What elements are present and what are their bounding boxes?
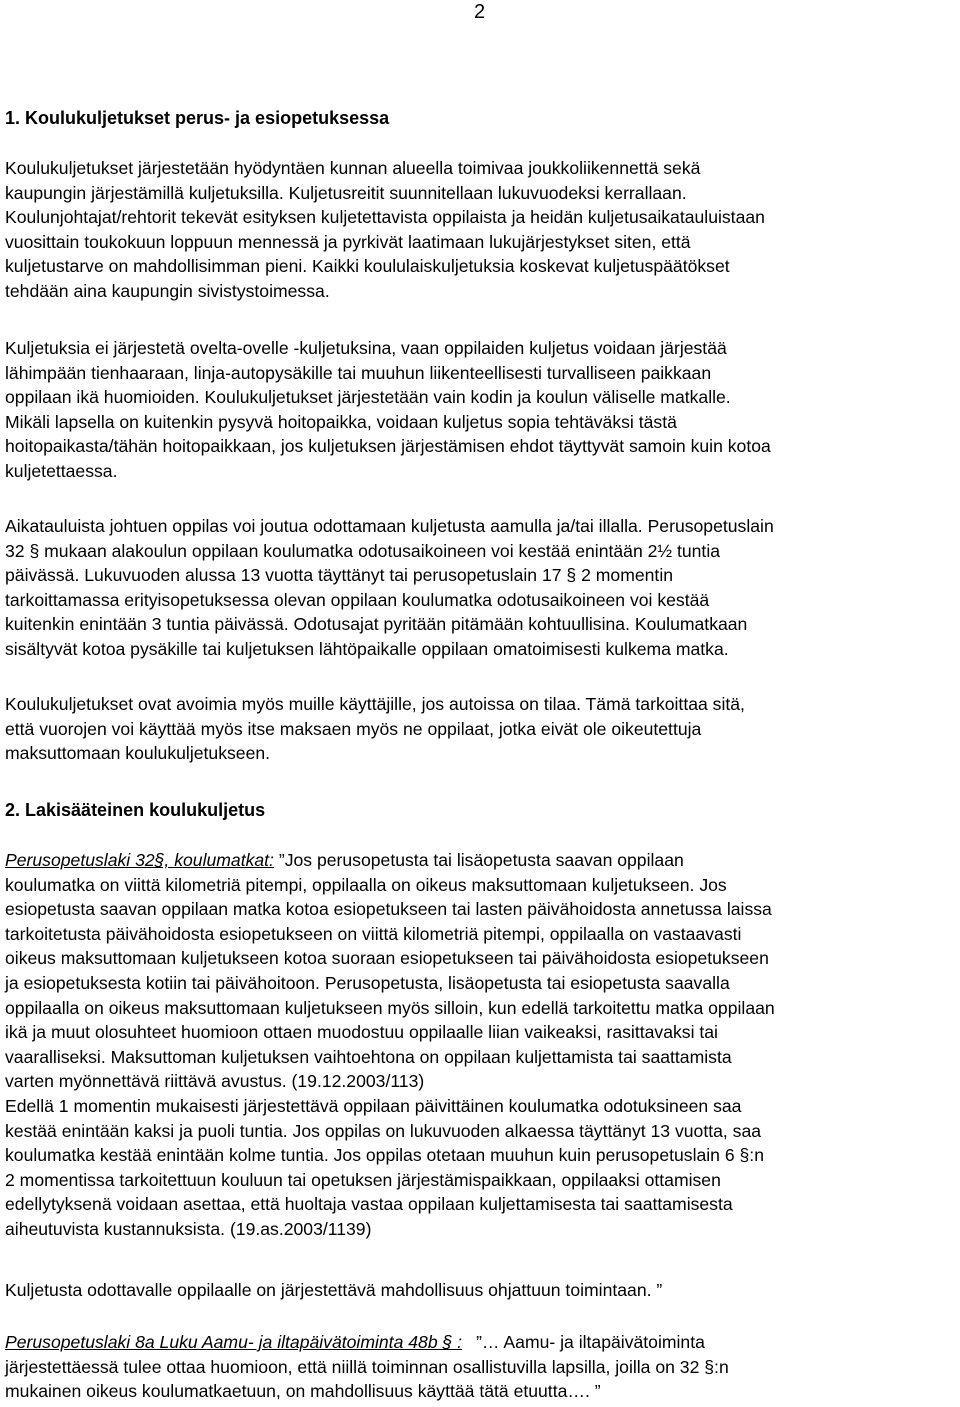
text-line: järjestettäessä tulee ottaa huomioon, että niillä toiminnan osallistuvilla lapsilla, joilla on 32 §:n [5,1356,729,1377]
text-line: ikä ja muut olosuhteet huomioon ottaen muodostuu oppilaalle liian vaikeaksi, rasittavaksi tai [5,1022,718,1043]
law-32-quote-start: ”Jos perusopetusta tai lisäopetusta saavan oppilaan [273,850,684,870]
text-line: koulumatka kestää enintään kolme tuntia. Jos oppilas otetaan muuhun kuin perusopetuslain 6 §:n [5,1145,764,1166]
section1-paragraph-1 [5,156,955,304]
text-line: ja esiopetuksesta kotiin tai päivähoitoon. Perusopetusta, lisäopetusta tai esiopetusta saavalla [5,972,730,993]
text-line: varten myönnettävä riittävä avustus. (19.12.2003/113) [5,1071,425,1092]
law-48b-quote-start: ”… Aamu- ja iltapäivätoiminta [476,1332,705,1352]
text-line: oikeus maksuttomaan kuljetukseen kotoa suoraan esiopetukseen tai päivähoidosta esiopetukseen [5,948,769,969]
page-number: 2 [474,1,486,23]
text-line: Mikäli lapsella on kuitenkin pysyvä hoitopaikka, voidaan kuljetus sopia tehtäväksi tästä [5,411,677,432]
law-32-reference: Perusopetuslaki 32§, koulumatkat: [5,850,274,870]
text-line: sisältyvät kotoa pysäkille tai kuljetuksen lähtöpaikalle oppilaan omatoimisesti kulkema matka. [5,638,729,659]
section1-paragraph-2 [5,336,955,484]
text-line: hoitopaikasta/tähän hoitopaikkaan, jos kuljetuksen järjestämisen ehdot täyttyvät samoin kuin kotoa [5,436,771,457]
law-48b-quote [5,1330,955,1404]
text-line: päivässä. Lukuvuoden alussa 13 vuotta täyttänyt tai perusopetuslain 17 § 2 momentin [5,565,674,586]
text-line: Kuljetusta odottavalle oppilaalle on järjestettävä mahdollisuus ohjattuun toimintaan. ” [5,1280,663,1300]
text-line: Koulunjohtajat/rehtorit tekevät esityksen kuljetettavista oppilaista ja heidän kuljetusaikatauluistaan [5,207,765,228]
section2-heading: 2. Lakisääteinen koulukuljetus [5,800,266,820]
text-line [5,1330,955,1355]
section1-paragraph-4 [5,692,955,766]
text-line: 32 § mukaan alakoulun oppilaan koulumatka odotusaikoineen voi kestää enintään 2½ tuntia [5,540,721,561]
text-line: koulumatka on viittä kilometriä pitempi, oppilaalla on oikeus maksuttomaan kuljetukseen. Jos [5,874,727,895]
text-line: Kuljetuksia ei järjestetä ovelta-ovelle -kuljetuksina, vaan oppilaiden kuljetus voidaan järjestää [5,338,727,358]
text-line: että vuorojen voi käyttää myös itse maksaen myös ne oppilaat, jotka eivät ole oikeutettuja [5,718,702,739]
text-line: lähimpään tienhaaraan, linja-autopysäkille tai muuhun liikenteellisesti turvalliseen paikkaan [5,362,712,383]
text-line: oppilaan ikä huomioiden. Koulukuljetukset järjestetään vain kodin ja koulun väliselle matkalle. [5,387,731,408]
text-line: kuitenkin enintään 3 tuntia päivässä. Odotusajat pyritään pitämään kohtuullisina. Koulumatkaan [5,614,748,635]
text-line: kaupungin järjestämillä kuljetuksilla. Kuljetusreitit suunnitellaan lukuvuodeksi kerrallaan. [5,182,687,203]
text-line: Aikatauluista johtuen oppilas voi joutua odottamaan kuljetusta aamulla ja/tai illalla. Perusopetuslain [5,516,774,536]
text-line: Koulukuljetukset ovat avoimia myös muille käyttäjille, jos autoissa on tilaa. Tämä tarkoittaa sitä, [5,694,745,714]
text-line: mukainen oikeus koulumatkaetuun, on mahdollisuus käyttää tätä etuutta…. ” [5,1381,601,1402]
text-line: vuosittain toukokuun loppuun mennessä ja pyrkivät laatimaan lukujärjestykset siten, että [5,231,691,252]
text-line [5,848,955,873]
section1-paragraph-3 [5,514,955,662]
text-line: oppilaalla on oikeus maksuttomaan kuljetukseen myös silloin, kun edellä tarkoitettu matka oppilaan [5,997,775,1018]
law-48b-reference: Perusopetuslaki 8a Luku Aamu- ja iltapäivätoiminta 48b § : [5,1332,463,1352]
text-line: kestää enintään kaksi ja puoli tuntia. Jos oppilas on lukuvuoden alkaessa täyttänyt 13 vuotta, saa [5,1120,762,1141]
law-32-quote [5,848,955,1242]
text-line: maksuttomaan koulukuljetukseen. [5,743,271,764]
text-line: 2 momentissa tarkoitettuun kouluun tai opetuksen järjestämispaikkaan, oppilaaksi ottamisen [5,1169,721,1190]
text-line: edellytyksenä voidaan asettaa, että huoltaja vastaa oppilaan kuljettamisesta tai saattamisesta [5,1194,733,1215]
text-line: kuljetustarve on mahdollisimman pieni. Kaikki koululaiskuljetuksia koskevat kuljetuspäätökset [5,256,730,277]
text-line: esiopetusta saavan oppilaan matka kotoa esiopetukseen tai lasten päivähoidosta annetussa laissa [5,899,772,920]
text-line: kuljetettaessa. [5,460,118,481]
text-line: tarkoitetusta päivähoidosta esiopetukseen on viittä kilometriä pitempi, oppilaalla on vastaavasti [5,923,742,944]
text-line: vaaralliseksi. Maksuttoman kuljetuksen vaihtoehtona on oppilaan kuljettamista tai saattamista [5,1046,732,1067]
text-line: tarkoittamassa erityisopetuksessa olevan oppilaan koulumatka odotusaikoineen voi kestää [5,589,710,610]
section1-heading: 1. Koulukuljetukset perus- ja esiopetuksessa [5,108,390,128]
law-32-quote-tail [5,1278,955,1303]
text-line: aiheutuvista kustannuksista. (19.as.2003/1139) [5,1218,372,1239]
text-line: tehdään aina kaupungin sivistystoimessa. [5,280,330,301]
text-line: Edellä 1 momentin mukaisesti järjestettävä oppilaan päivittäinen koulumatka odotuksineen saa [5,1095,742,1116]
text-line: Koulukuljetukset järjestetään hyödyntäen kunnan alueella toimivaa joukkoliikennettä sekä [5,158,701,178]
